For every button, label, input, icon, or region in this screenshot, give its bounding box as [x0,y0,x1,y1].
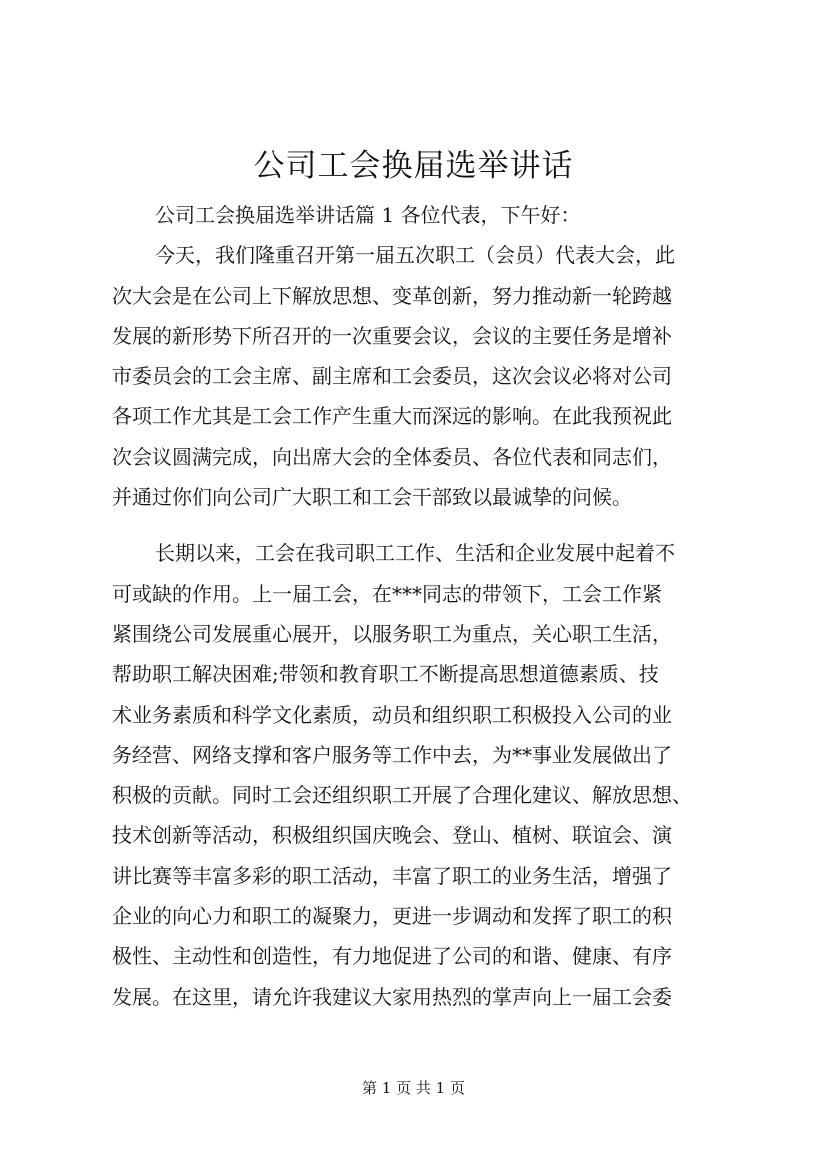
paragraph-line: 公司工会换届选举讲话篇 1 各位代表，下午好： [155,203,581,227]
paragraph-line: 积极的贡献。同时工会还组织职工开展了合理化建议、解放思想、 [112,783,692,808]
paragraph-line: 帮助职工解决困难;带领和教育职工不断提高思想道德素质、技 [112,662,659,687]
paragraph-line: 长期以来，工会在我司职工工作、生活和企业发展中起着不 [155,541,675,566]
document-title: 公司工会换届选举讲话 [253,148,574,184]
paragraph-line: 极性、主动性和创造性，有力地促进了公司的和谐、健康、有序 [112,944,672,969]
paragraph-line: 术业务素质和科学文化素质，动员和组织职工积极投入公司的业 [112,702,672,727]
paragraph-line: 次大会是在公司上下解放思想、变革创新，努力推动新一轮跨越 [112,283,672,308]
page-footer: 第 1 页 共 1 页 [362,1079,465,1097]
paragraph-gap [112,517,722,533]
paragraph-line: 讲比赛等丰富多彩的职工活动，丰富了职工的业务生活，增强了 [112,863,672,888]
paragraph-line: 技术创新等活动，积极组织国庆晚会、登山、植树、联谊会、演 [112,823,672,848]
paragraph-line: 紧围绕公司发展重心展开，以服务职工为重点，关心职工生活， [112,621,672,646]
document-body [112,195,722,1017]
paragraph-line: 务经营、网络支撑和客户服务等工作中去，为**事业发展做出了 [112,742,672,767]
paragraph-line: 发展的新形势下所召开的一次重要会议，会议的主要任务是增补 [112,323,672,348]
paragraph-line: 次会议圆满完成，向出席大会的全体委员、各位代表和同志们， [112,444,672,469]
paragraph-line: 并通过你们向公司广大职工和工会干部致以最诚挚的问候。 [112,485,632,510]
paragraph-line: 企业的向心力和职工的凝聚力，更进一步调动和发挥了职工的积 [112,904,672,929]
paragraph-line: 市委员会的工会主席、副主席和工会委员，这次会议必将对公司 [112,364,672,389]
paragraph-line: 今天，我们隆重召开第一届五次职工（会员）代表大会，此 [155,243,675,268]
paragraph-line: 发展。在这里，请允许我建议大家用热烈的掌声向上一届工会委 [112,984,672,1009]
paragraph-line: 可或缺的作用。上一届工会，在***同志的带领下，工会工作紧 [112,581,662,606]
paragraph-line: 各项工作尤其是工会工作产生重大而深远的影响。在此我预祝此 [112,404,672,429]
